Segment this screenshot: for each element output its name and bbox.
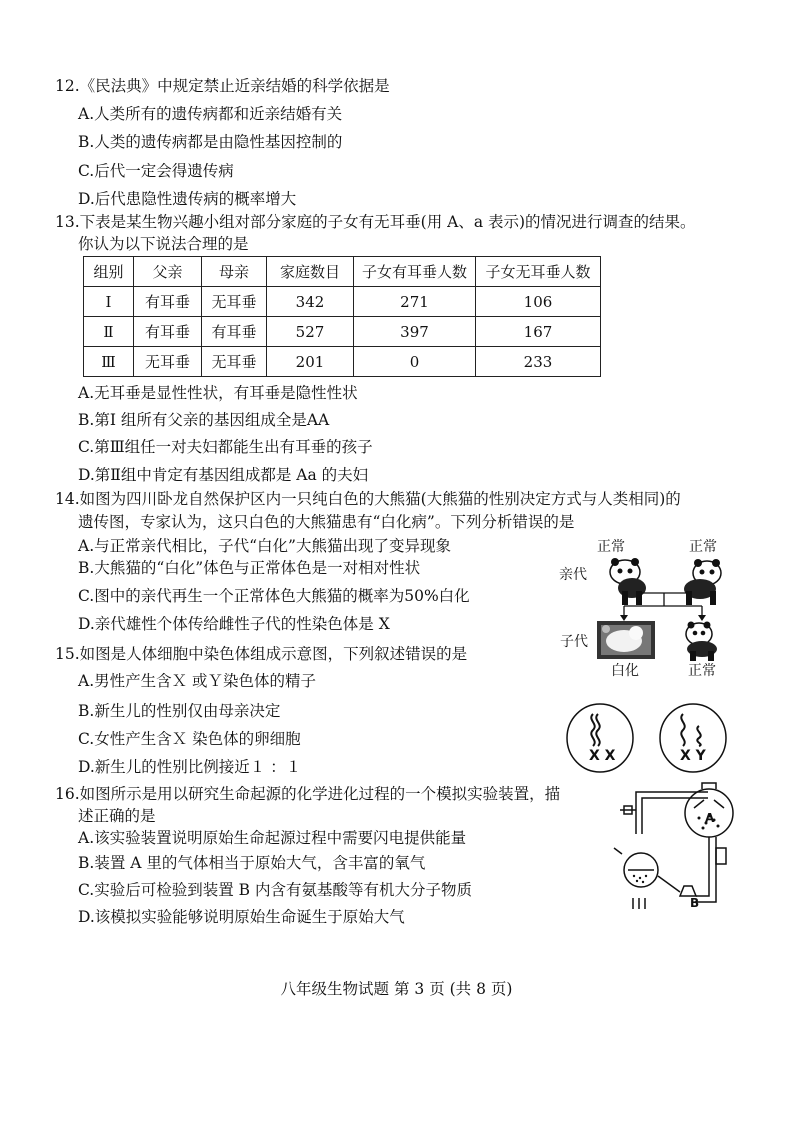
q12-option-d: D.后代患隐性遗传病的概率增大 [78, 190, 297, 208]
table-cell: 233 [476, 347, 601, 377]
q13-option-d: D.第Ⅱ组中肯定有基因组成都是 Aa 的夫妇 [78, 466, 369, 484]
q15-stem: 15.如图是人体细胞中染色体组成示意图，下列叙述错误的是 [55, 645, 468, 663]
q15-option-d: D.新生儿的性别比例接近１ ：１ [78, 758, 302, 776]
q13-stem: 13.下表是某生物兴趣小组对部分家庭的子女有无耳垂(用 A、a 表示)的情况进行调查的结果。 [55, 213, 696, 231]
q13-option-c: C.第Ⅲ组任一对夫妇都能生出有耳垂的孩子 [78, 438, 373, 456]
q13-option-a: A.无耳垂是显性性状，有耳垂是隐性性状 [78, 384, 358, 402]
panda-child-normal-icon [686, 622, 717, 662]
panda-parent-right-icon [684, 559, 721, 605]
q16-option-a: A.该实验装置说明原始生命起源过程中需要闪电提供能量 [78, 829, 467, 847]
label-normal-child: 正常 [688, 663, 716, 679]
q12-stem: 12.《民法典》中规定禁止近亲结婚的科学依据是 [55, 77, 390, 95]
table-header-cell: 家庭数目 [267, 257, 354, 287]
table-header-cell: 父亲 [134, 257, 202, 287]
table-cell: 397 [354, 317, 476, 347]
table-cell: Ⅱ [84, 317, 134, 347]
chromosome-cells-figure [565, 702, 740, 774]
label-albino: 白化 [611, 663, 639, 679]
q16-option-c: C.实验后可检验到装置 B 内含有氨基酸等有机大分子物质 [78, 881, 472, 899]
table-cell: 271 [354, 287, 476, 317]
q14-option-a: A.与正常亲代相比，子代“白化”大熊猫出现了变异现象 [78, 537, 451, 555]
table-cell: 有耳垂 [134, 317, 202, 347]
albino-panda-photo-icon [597, 621, 655, 659]
label-normal-left: 正常 [597, 539, 625, 555]
q15-option-b: B.新生儿的性别仅由母亲决定 [78, 702, 281, 720]
heat-arrows-icon [633, 898, 645, 909]
table-header-cell: 子女无耳垂人数 [476, 257, 601, 287]
table-header-row [84, 257, 601, 287]
table-cell: 无耳垂 [202, 347, 267, 377]
label-normal-right: 正常 [689, 539, 717, 555]
q15-option-c: C.女性产生含Ｘ 染色体的卵细胞 [78, 730, 301, 748]
table-cell: 342 [267, 287, 354, 317]
table-row [84, 347, 601, 377]
table-row [84, 317, 601, 347]
panda-parent-left-icon [610, 558, 646, 605]
label-device-b: B [690, 896, 700, 910]
table-cell: Ⅲ [84, 347, 134, 377]
label-parent-generation: 亲代 [559, 567, 587, 583]
q12-option-b: B.人类的遗传病都是由隐性基因控制的 [78, 133, 343, 151]
table-cell: 0 [354, 347, 476, 377]
table-header-cell: 组别 [84, 257, 134, 287]
q14-option-c: C.图中的亲代再生一个正常体色大熊猫的概率为50%白化 [78, 587, 470, 605]
q13-option-b: B.第Ⅰ 组所有父亲的基因组成全是AA [78, 411, 330, 429]
q12-option-a: A.人类所有的遗传病都和近亲结婚有关 [78, 105, 343, 123]
page-footer: 八年级生物试题 第 3 页 (共 8 页) [280, 980, 513, 998]
label-male-chromosomes: X Y [680, 748, 706, 764]
q15-option-a: A.男性产生含Ｘ 或Ｙ染色体的精子 [78, 672, 317, 690]
table-cell: 201 [267, 347, 354, 377]
table-cell: 有耳垂 [134, 287, 202, 317]
table-header-cell: 母亲 [202, 257, 267, 287]
table-cell: 无耳垂 [134, 347, 202, 377]
q16-option-d: D.该模拟实验能够说明原始生命诞生于原始大气 [78, 908, 405, 926]
q14-option-b: B.大熊猫的“白化”体色与正常体色是一对相对性状 [78, 559, 421, 577]
q14-stem-cont: 遗传图，专家认为，这只白色的大熊猫患有“白化病”。下列分析错误的是 [78, 513, 575, 531]
q16-stem-cont: 述正确的是 [78, 807, 156, 825]
q12-option-c: C.后代一定会得遗传病 [78, 162, 234, 180]
label-device-a: A [705, 811, 715, 825]
table-header-cell: 子女有耳垂人数 [354, 257, 476, 287]
q14-option-d: D.亲代雄性个体传给雌性子代的性染色体是 X [78, 615, 390, 633]
label-child-generation: 子代 [560, 634, 588, 650]
q13-stem-cont: 你认为以下说法合理的是 [78, 235, 249, 253]
label-female-chromosomes: X X [589, 748, 616, 764]
table-row [84, 287, 601, 317]
table-cell: 527 [267, 317, 354, 347]
panda-inheritance-figure [552, 533, 752, 681]
survey-table [83, 256, 601, 377]
table-cell: 106 [476, 287, 601, 317]
table-cell: 167 [476, 317, 601, 347]
q16-stem: 16.如图所示是用以研究生命起源的化学进化过程的一个模拟实验装置，描 [55, 785, 561, 803]
table-cell: 无耳垂 [202, 287, 267, 317]
table-cell: Ⅰ [84, 287, 134, 317]
table-cell: 有耳垂 [202, 317, 267, 347]
apparatus-diagram-icon [614, 783, 733, 902]
q14-stem: 14.如图为四川卧龙自然保护区内一只纯白色的大熊猫(大熊猫的性别决定方式与人类相同)的 [55, 490, 681, 508]
miller-apparatus-figure [606, 778, 756, 916]
q16-option-b: B.装置 A 里的气体相当于原始大气，含丰富的氧气 [78, 854, 426, 872]
